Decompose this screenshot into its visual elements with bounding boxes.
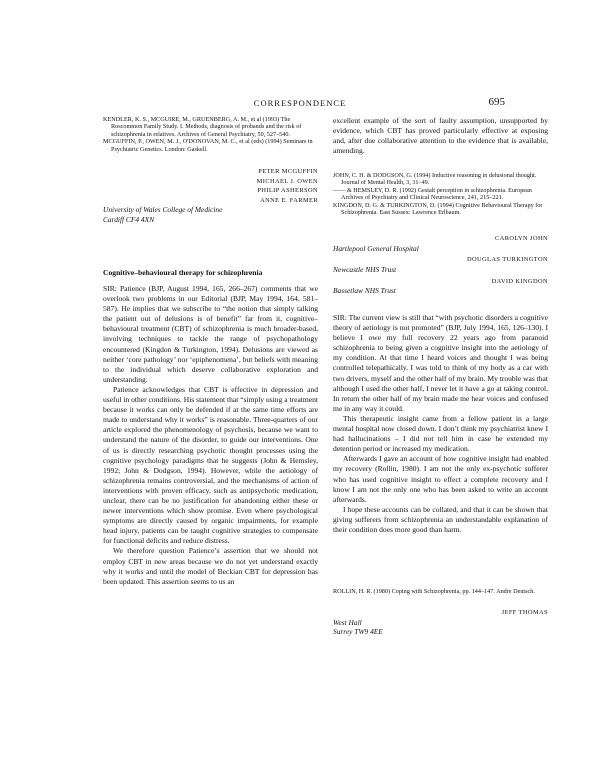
reference-john-dodgson: JOHN, C. H. & DODGSON, G. (1994) Inductive reasoning in delusional thought. Journal of Mental Health, 3, 31–49. bbox=[333, 172, 537, 187]
paragraph: I hope these accounts can be collated, and that it can be shown that giving sufferers from schizophrenia an understandable explanation of their condition does more good than harm. bbox=[333, 504, 548, 534]
reference-kingdon: KINGDON, D. G. & TURKINGTON, D. (1994) Cognitive Behavioural Therapy for Schizophrenia. East Sussex: Lawrence Erlbaum. bbox=[333, 201, 543, 217]
section-heading: Cognitive–behavioural therapy for schizophrenia bbox=[103, 268, 263, 277]
signatory-name: MICHAEL J. OWEN bbox=[256, 177, 318, 185]
reference-kendler: KENDLER, K. S., MCGUIRE, M., GRUENBERG, A. M., et al (1993) The Roscommon Family Study. I. Methods, diagnosis of probands and the risk of schizophrenia in relatives. Archives of General Psychiatry, 50, 527–540. bbox=[103, 116, 302, 138]
signatory-name: PHILIP ASHERSON bbox=[257, 187, 318, 195]
signature-block bbox=[103, 167, 318, 225]
institution-line: Cardiff CF4 4XN bbox=[103, 215, 155, 225]
paragraph: SIR: Patience (BJP, August 1994, 165, 266–267) comments that we overlook two problems in our Editorial (BJP, May 1994, 164, 581–587). He implies that we subscribe to “the notion that simply talking the patient out of delusions is of benefit” far from it, cognitive–behavioural treatment (CBT) of schizophrenia is much broader-based, involving techniques to tackle the range of psychopathology encountered (Kingdon & Turkington, 1994). Delusions are viewed as neither ‘core pathology’ nor ‘epiphenomena’, but beliefs with meaning to the individual which deserve collaborative exploration and understanding. bbox=[103, 284, 318, 384]
paragraph: This therapeutic insight came from a fellow patient in a large mental hospital now closed down. I don’t think my psychiatrist knew I had hallucinations – I did not tell him in case he extended my detention period or increased my medication. bbox=[333, 413, 548, 454]
page-number: 695 bbox=[488, 96, 505, 108]
reference-john-hemsley: —— & HEMSLEY, D. R. (1992) Gestalt perception in schizophrenia. European Archives of Psychiatry and Clinical Neuroscience, 241, 215–221. bbox=[333, 186, 532, 202]
reference-rollin: ROLLIN, H. R. (1980) Coping with Schizophrenia, pp. 144–147. Andre Deutsch. bbox=[333, 588, 535, 595]
signatory-name: PETER MCGUFFIN bbox=[258, 168, 318, 175]
running-header bbox=[0, 96, 600, 110]
paragraph: SIR: The current view is still that “with psychotic disorders a cognitive theory of aetiology is not promoted” (BJP, July 1994, 165, 126–130). I believe I owe my full recovery 22 years ago from paranoid schizophrenia to being given a cognitive insight into the aetiology of my condition. At that time I heard voices and thought I was being controlled telepathically. I was told to think of my body as a car with two drivers, myself and the other half of my brain. My trouble was that although I used the other half, I never let it have a go at taking control. In return the other half of my brain made me hear voices and confused me in any way it could. bbox=[333, 313, 548, 413]
signatory-name: JEFF THOMAS bbox=[501, 609, 548, 616]
signatory-name: CAROLYN JOHN bbox=[495, 235, 548, 242]
letter-body-right bbox=[333, 313, 548, 535]
letter-body-left bbox=[103, 284, 318, 587]
institution-line: Hartlepool General Hospital bbox=[333, 243, 419, 253]
signatory-name: DAVID KINGDON bbox=[491, 277, 548, 285]
final-signoff bbox=[333, 608, 548, 637]
institution-line: University of Wales College of Medicine bbox=[103, 205, 223, 215]
references-right bbox=[333, 172, 548, 216]
paragraph: Afterwards I gave an account of how cognitive insight had enabled my recovery (Rollin, 1980). I am not the only ex-psychotic sufferer who has used cognitive insight to effect a complete recovery and I know I am not the only one who has been asked to write an account afterwards. bbox=[333, 454, 548, 504]
header-title: CORRESPONDENCE bbox=[253, 98, 347, 108]
institution-line: Bassetlaw NHS Trust bbox=[333, 286, 396, 296]
address-line: Surrey TW9 4EE bbox=[333, 627, 383, 637]
paragraph-continuation: excellent example of the sort of faulty assumption, unsupported by evidence, which CBT has proved particularly effective at exposing and, after due collaborative attention to the evidence that is available, amending. bbox=[333, 116, 548, 156]
signatory-name: ANNE E. FARMER bbox=[260, 196, 318, 204]
paragraph: We therefore question Patience’s assertion that we should not employ CBT in new areas because we do not yet understand exactly why it works and until the model of Beckian CBT for depression has been updated. This assertion seems to us an bbox=[103, 546, 318, 586]
address-line: West Hall bbox=[333, 617, 362, 627]
reference-mcguffin: MCGUFFIN, P., OWEN, M. J., O'DONOVAN, M. C., et al (eds) (1994) Seminars in Psychiatric Genetics. London: Gaskell. bbox=[103, 138, 313, 153]
final-reference bbox=[333, 588, 548, 595]
signatory-name: DOUGLAS TURKINGTON bbox=[467, 256, 548, 264]
paragraph: Patience acknowledges that CBT is effective in depression and useful in other conditions. His statement that “simply using a treatment because it works can only be defended if at the same time efforts are made to understand why it works” is reasonable. Three-quarters of our article explored the phenomenology of psychosis, because we want to understand the nature of the disorder, to guide our interventions. One of us is directly researching psychotic thought processes using the cognitive psychology paradigms that he suggests (John & Hemsley, 1992; John & Dodgson, 1994). However, while the aetiology of schizophrenia remains controversial, and the mechanisms of action of interventions with proven efficacy, such as antipsychotic medication, unclear, there can be no justification for abandoning either these or newer interventions which show promise. Even where psychological symptoms are directly caused by organic impairments, for example head injury, patients can be taught cognitive strategies to compensate for functional deficits and reduce distress. bbox=[103, 384, 318, 546]
signoff-block bbox=[333, 234, 548, 296]
institution-line: Newcastle NHS Trust bbox=[333, 264, 397, 274]
